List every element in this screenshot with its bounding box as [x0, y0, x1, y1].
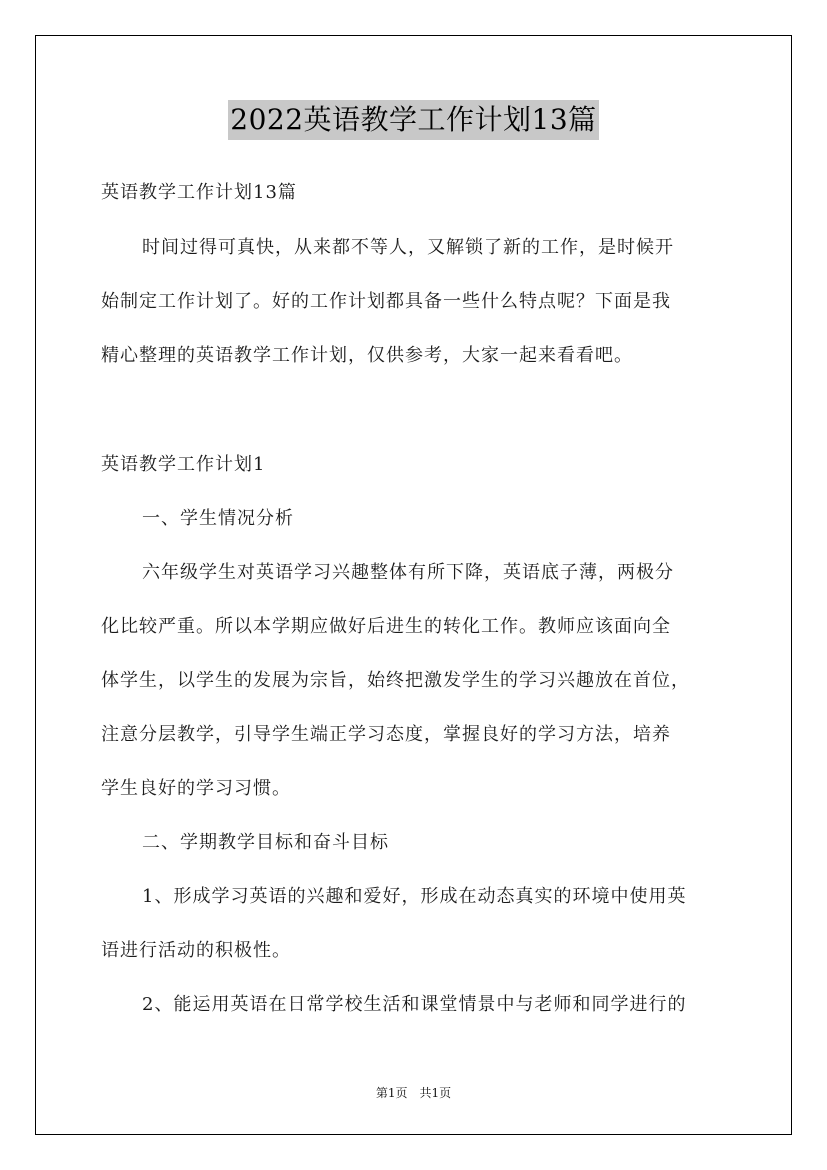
paragraph-line: 注意分层教学，引导学生端正学习态度，掌握良好的学习方法，培养	[101, 724, 671, 745]
subtitle-line: 英语教学工作计划13篇	[101, 182, 297, 203]
paragraph-line: 六年级学生对英语学习兴趣整体有所下降，英语底子薄，两极分	[142, 562, 674, 583]
paragraph-line: 1、形成学习英语的兴趣和爱好，形成在动态真实的环境中使用英	[142, 886, 687, 907]
document-title: 2022英语教学工作计划13篇	[228, 100, 598, 140]
page-footer	[0, 1085, 827, 1101]
paragraph-line: 学生良好的学习习惯。	[101, 778, 291, 799]
paragraph-line: 时间过得可真快，从来都不等人，又解锁了新的工作，是时候开	[142, 237, 674, 258]
paragraph-line: 语进行活动的积极性。	[101, 940, 291, 961]
page-total: 共1页	[419, 1086, 452, 1100]
paragraph-line: 精心整理的英语教学工作计划，仅供参考，大家一起来看看吧。	[101, 345, 633, 366]
section-heading: 英语教学工作计划1	[101, 454, 266, 475]
page-number: 第1页	[375, 1086, 408, 1100]
paragraph-line: 始制定工作计划了。好的工作计划都具备一些什么特点呢？下面是我	[101, 291, 671, 312]
title-container	[0, 100, 827, 140]
paragraph-line: 化比较严重。所以本学期应做好后进生的转化工作。教师应该面向全	[101, 616, 671, 637]
paragraph-line: 2、能运用英语在日常学校生活和课堂情景中与老师和同学进行的	[142, 994, 687, 1015]
subsection-heading: 二、学期教学目标和奋斗目标	[142, 832, 389, 853]
paragraph-line: 体学生，以学生的发展为宗旨，始终把激发学生的学习兴趣放在首位，	[101, 670, 690, 691]
subsection-heading: 一、学生情况分析	[142, 508, 294, 529]
